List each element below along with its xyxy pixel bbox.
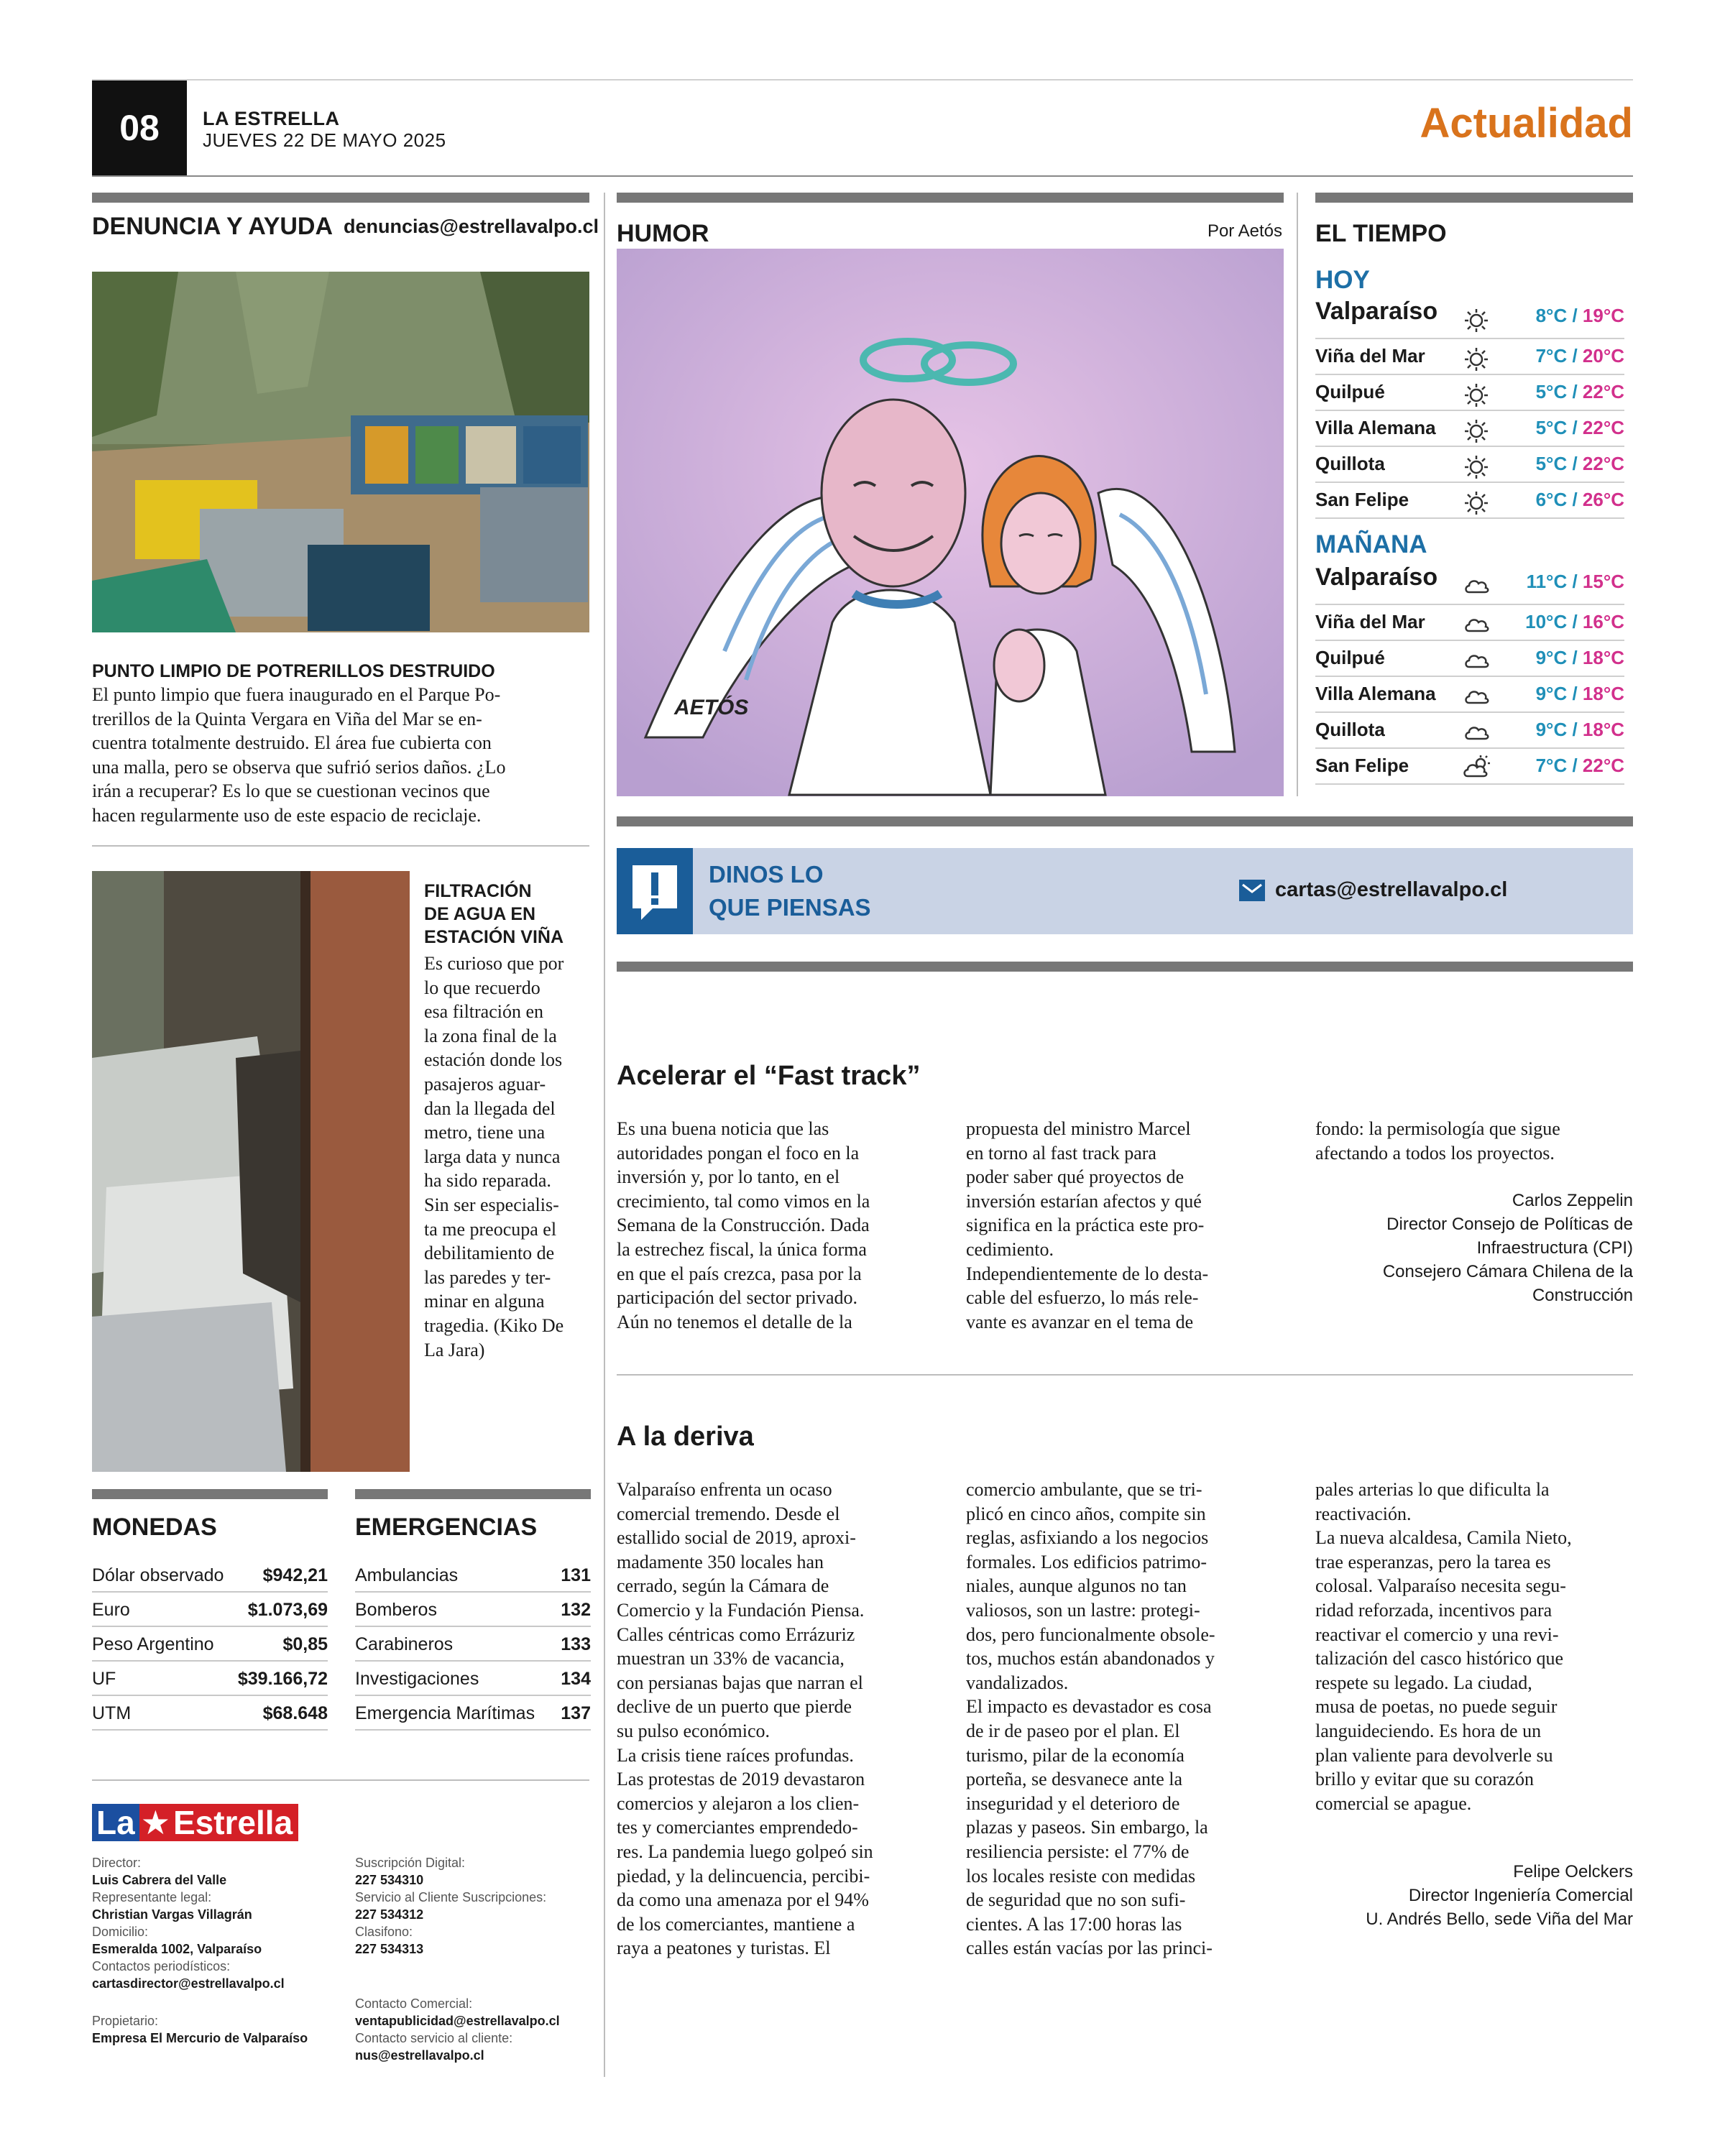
potrerillos-photo [92, 272, 589, 632]
temp-min: 9°C [1535, 683, 1568, 704]
text-line: La Jara) [424, 1339, 485, 1360]
emergencias-top-bar [355, 1489, 591, 1499]
row-value: 131 [561, 1565, 591, 1585]
cloud-icon [1462, 609, 1491, 638]
temp-max: 15°C [1582, 571, 1624, 592]
text-line: metro, tiene una [424, 1122, 546, 1143]
letter2-col2 [966, 1478, 1289, 1961]
credit-label: Propietario: [92, 2014, 159, 2028]
text-line: dos, pero funcionalmente obsole- [966, 1623, 1215, 1645]
text-line: Independientemente de lo desta- [966, 1263, 1209, 1284]
text-line: cerrado, según la Cámara de [617, 1575, 829, 1597]
credit-value: 227 534310 [355, 1873, 424, 1887]
text-line: comercial se apague. [1315, 1792, 1472, 1814]
cartas-email[interactable]: cartas@estrellavalpo.cl [1275, 878, 1508, 901]
text-line: significa en la práctica este pro- [966, 1215, 1205, 1236]
text-line: El impacto es devastador es cosa [966, 1696, 1212, 1718]
weather-temp: 8°C / 19°C [1535, 305, 1624, 326]
weather-row [1315, 677, 1624, 713]
text-line: niales, aunque algunos no tan [966, 1575, 1187, 1597]
text-line: cable del esfuerzo, lo más rele- [966, 1287, 1199, 1309]
text-line: musa de poetas, no puede seguir [1315, 1696, 1558, 1718]
text-line: de seguridad que no son sufi- [966, 1889, 1186, 1911]
text-line: brillo y evitar que su corazón [1315, 1769, 1534, 1790]
credit-label: Contacto Comercial: [355, 1996, 473, 2011]
sun-icon [1462, 415, 1491, 444]
text-line: res. La pandemia luego golpeó sin [617, 1841, 873, 1862]
filtracion-block [424, 880, 591, 1362]
text-line: reglas, asfixiando a los negocios [966, 1527, 1209, 1549]
sun-icon [1462, 379, 1491, 408]
letter2-col1 [617, 1478, 940, 1961]
filtracion-title: FILTRACIÓN [424, 881, 532, 901]
letters-divider [617, 1374, 1633, 1376]
text-line: la estrechez fiscal, la única forma [617, 1238, 867, 1260]
cloud-icon [1462, 645, 1491, 674]
filtracion-text [424, 952, 591, 1362]
dinos-top-bar [617, 816, 1633, 826]
text-line: talización del casco histórico que [1315, 1648, 1564, 1669]
sun-icon [1462, 344, 1491, 372]
weather-row [1315, 713, 1624, 749]
temp-min: 9°C [1535, 647, 1568, 668]
text-line: reactivación. [1315, 1503, 1412, 1524]
credit-value: Esmeralda 1002, Valparaíso [92, 1942, 262, 1956]
text-line: crecimiento, tal como vimos en la [617, 1190, 870, 1212]
letter1-signature [1315, 1189, 1633, 1307]
temp-max: 19°C [1582, 305, 1624, 326]
header-bottom-rule [92, 175, 1633, 177]
credit-label: Servicio al Cliente Suscripciones: [355, 1890, 547, 1904]
text-line: ta me preocupa el [424, 1218, 557, 1240]
row-value: $942,21 [262, 1565, 328, 1585]
text-line: trae esperanzas, pero la tarea es [1315, 1551, 1551, 1572]
text-line: plazas y paseos. Sin embargo, la [966, 1817, 1208, 1838]
text-line: comercios y alejaron a los clien- [617, 1792, 860, 1814]
text-line: larga data y nunca [424, 1146, 561, 1167]
mail-icon [1239, 880, 1265, 901]
weather-row [1315, 375, 1624, 411]
text-line: las paredes y ter- [424, 1266, 551, 1288]
sun-icon [1462, 451, 1491, 480]
weather-temp: 11°C / 15°C [1526, 571, 1624, 592]
text-line: Calles céntricas como Errázuriz [617, 1623, 855, 1645]
credit-value[interactable]: cartasdirector@estrellavalpo.cl [92, 1976, 285, 1991]
text-line: minar en alguna [424, 1291, 545, 1312]
text-line: calles están vacías por las princi- [966, 1938, 1213, 1959]
text-line: La crisis tiene raíces profundas. [617, 1744, 854, 1766]
temp-max: 22°C [1582, 381, 1624, 402]
row-value: 133 [561, 1634, 591, 1654]
weather-city: Viña del Mar [1315, 611, 1425, 632]
table-row [92, 1593, 328, 1627]
partly-cloudy-icon [1462, 753, 1491, 782]
weather-city: Quillota [1315, 719, 1385, 740]
text-line: valiosos, son un lastre: protegi- [966, 1599, 1200, 1621]
row-value: $68.648 [262, 1703, 328, 1723]
dinos-banner [617, 848, 1633, 934]
estrella-logo [92, 1804, 298, 1841]
credit-value[interactable]: ventapublicidad@estrellavalpo.cl [355, 2014, 560, 2028]
weather-temp: 9°C / 18°C [1535, 647, 1624, 668]
weather-city: Quilpué [1315, 381, 1385, 402]
text-line: autoridades pongan el foco en la [617, 1142, 860, 1164]
row-label: Peso Argentino [92, 1634, 214, 1654]
text-line: Las protestas de 2019 devastaron [617, 1769, 865, 1790]
row-value: $1.073,69 [247, 1600, 328, 1620]
text-line: participación del sector privado. [617, 1287, 857, 1309]
letter2-col3 [1315, 1478, 1633, 1815]
weather-temp: 9°C / 18°C [1535, 683, 1624, 704]
weather-today-table [1315, 296, 1624, 519]
temp-min: 7°C [1535, 755, 1568, 776]
weather-tomorrow-label: MAÑANA [1315, 530, 1427, 558]
temp-max: 18°C [1582, 719, 1624, 740]
column-separator [1297, 193, 1298, 796]
text-line: la zona final de la [424, 1025, 557, 1046]
text-line: irán a recuperar? Es lo que se cuestionan vecinos que [92, 780, 490, 802]
temp-max: 22°C [1582, 417, 1624, 438]
table-row [92, 1627, 328, 1662]
letter1-title: Acelerar el “Fast track” [617, 1061, 921, 1091]
row-label: Emergencia Marítimas [355, 1703, 535, 1723]
filtracion-title: ESTACIÓN VIÑA [424, 927, 564, 947]
exclamation-icon [617, 848, 693, 934]
text-line: comercio ambulante, que se tri- [966, 1479, 1202, 1500]
table-row [92, 1558, 328, 1593]
text-line: lo que recuerdo [424, 977, 540, 998]
signature-line: Construcción [1532, 1286, 1633, 1305]
emergencias-heading: EMERGENCIAS [355, 1514, 538, 1541]
dinos-title [709, 858, 871, 924]
weather-row [1315, 447, 1624, 483]
letters-top-bar [617, 962, 1633, 972]
letter2-signature [1315, 1860, 1633, 1931]
temp-min: 5°C [1535, 453, 1568, 474]
text-line: trerillos de la Quinta Vergara en Viña del Mar se en- [92, 708, 482, 729]
text-line: resiliencia persiste: el 77% de [966, 1841, 1190, 1862]
table-row [355, 1662, 591, 1696]
cloud-icon [1462, 571, 1491, 599]
text-line: plan valiente para devolverle su [1315, 1744, 1553, 1766]
weather-row [1315, 562, 1624, 605]
text-line: inversión y, por lo tanto, en el [617, 1166, 840, 1188]
weather-city: Villa Alemana [1315, 683, 1436, 704]
text-line: raya a peatones y turistas. El [617, 1938, 831, 1959]
row-label: Ambulancias [355, 1565, 459, 1585]
text-line: respete su legado. La ciudad, [1315, 1672, 1532, 1693]
temp-max: 18°C [1582, 647, 1624, 668]
text-line: dan la llegada del [424, 1097, 556, 1119]
text-line: fondo: la permisología que sigue [1315, 1118, 1560, 1139]
text-line: porteña, se desvanece ante la [966, 1769, 1183, 1790]
newspaper-name: LA ESTRELLA [203, 108, 340, 129]
text-line: de ir de paseo por el plan. El [966, 1720, 1180, 1741]
cloud-icon [1462, 717, 1491, 746]
signature-line: Felipe Oelckers [1513, 1862, 1633, 1881]
weather-temp: 5°C / 22°C [1535, 381, 1624, 402]
weather-city: Quilpué [1315, 647, 1385, 668]
weather-city: Valparaíso [1315, 298, 1438, 325]
row-value: 132 [561, 1600, 591, 1620]
text-line: vante es avanzar en el tema de [966, 1311, 1194, 1332]
denuncia-top-bar [92, 193, 589, 203]
text-line: declive de un puerto que pierde [617, 1696, 852, 1718]
table-row [355, 1627, 591, 1662]
weather-temp: 10°C / 16°C [1525, 611, 1624, 632]
text-line: cuentra totalmente destruido. El área fue cubierta con [92, 732, 492, 754]
text-line: los locales resiste con medidas [966, 1865, 1196, 1886]
credit-label: Clasifono: [355, 1925, 413, 1939]
credit-value: 227 534313 [355, 1942, 424, 1956]
column-separator [604, 193, 605, 2077]
weather-heading: EL TIEMPO [1315, 220, 1447, 247]
signature-line: Director Ingeniería Comercial [1408, 1886, 1633, 1905]
text-line: pasajeros aguar- [424, 1073, 546, 1095]
denuncia-heading: DENUNCIA Y AYUDA [92, 213, 334, 240]
text-line: languideciendo. Es hora de un [1315, 1720, 1542, 1741]
row-label: Bomberos [355, 1600, 437, 1620]
text-line: afectando a todos los proyectos. [1315, 1142, 1555, 1164]
star-icon: ★ [140, 1804, 170, 1841]
credit-label: Contacto servicio al cliente: [355, 2031, 513, 2045]
weather-top-bar [1315, 193, 1633, 203]
text-line: cientes. A las 17:00 horas las [966, 1913, 1182, 1935]
temp-max: 16°C [1582, 611, 1624, 632]
temp-min: 5°C [1535, 417, 1568, 438]
weather-tomorrow-table [1315, 562, 1624, 785]
text-line: plicó en cinco años, compite sin [966, 1503, 1206, 1524]
weather-temp: 5°C / 22°C [1535, 417, 1624, 438]
row-label: UF [92, 1669, 116, 1689]
credit-label: Contactos periodísticos: [92, 1959, 231, 1973]
credit-value: Christian Vargas Villagrán [92, 1907, 252, 1922]
row-value: 137 [561, 1703, 591, 1723]
text-line: turismo, pilar de la economía [966, 1744, 1184, 1766]
text-line: Valparaíso enfrenta un ocaso [617, 1479, 832, 1500]
weather-row [1315, 605, 1624, 641]
text-line: madamente 350 locales han [617, 1551, 824, 1572]
text-line: vandalizados. [966, 1672, 1069, 1693]
temp-max: 20°C [1582, 345, 1624, 367]
text-line: estación donde los [424, 1049, 563, 1071]
temp-min: 9°C [1535, 719, 1568, 740]
text-line: muestran un 33% de vacancia, [617, 1648, 845, 1669]
logo-part: Estrella [172, 1804, 298, 1841]
signature-line: Consejero Cámara Chilena de la [1382, 1262, 1633, 1281]
letter1-col1 [617, 1117, 940, 1334]
text-line: ha sido reparada. [424, 1170, 551, 1192]
credits-left [92, 1854, 329, 2047]
table-row [355, 1696, 591, 1731]
text-line: Es curioso que por [424, 953, 564, 974]
weather-temp: 5°C / 22°C [1535, 453, 1624, 474]
dinos-title-line: DINOS LO [709, 861, 824, 888]
row-label: Dólar observado [92, 1565, 224, 1585]
temp-min: 5°C [1535, 381, 1568, 402]
row-label: Investigaciones [355, 1669, 479, 1689]
text-line: reactivar el comercio y una revi- [1315, 1623, 1559, 1645]
text-line: colosal. Valparaíso necesita segu- [1315, 1575, 1566, 1597]
text-line: estallido social de 2019, aproxi- [617, 1527, 856, 1549]
row-value: $39.166,72 [237, 1669, 328, 1689]
credits-divider [92, 1779, 589, 1781]
credit-label: Director: [92, 1856, 142, 1870]
weather-temp: 6°C / 26°C [1535, 489, 1624, 510]
weather-row [1315, 483, 1624, 519]
text-line: con persianas bajas que narran el [617, 1672, 863, 1693]
cloud-icon [1462, 681, 1491, 710]
row-value: $0,85 [282, 1634, 328, 1654]
text-line: esa filtración en [424, 1001, 544, 1023]
weather-today-label: HOY [1315, 266, 1370, 294]
humor-top-bar [617, 193, 1284, 203]
text-line: una malla, pero se observa que sufrió serios daños. ¿Lo [92, 756, 506, 778]
weather-temp: 7°C / 20°C [1535, 345, 1624, 367]
filtracion-title: DE AGUA EN [424, 904, 536, 924]
filtracion-photo [92, 871, 410, 1472]
credit-label: Domicilio: [92, 1925, 149, 1939]
sun-icon [1462, 305, 1491, 333]
row-value: 134 [561, 1669, 591, 1689]
text-line: inversión estarían afectos y qué [966, 1190, 1202, 1212]
text-line: comercial tremendo. Desde el [617, 1503, 840, 1524]
text-line: Es una buena noticia que las [617, 1118, 829, 1139]
text-line: inseguridad y el deterioro de [966, 1792, 1180, 1814]
monedas-heading: MONEDAS [92, 1514, 217, 1541]
temp-max: 26°C [1582, 489, 1624, 510]
signature-line: U. Andrés Bello, sede Viña del Mar [1366, 1909, 1633, 1929]
text-line: debilitamiento de [424, 1243, 555, 1264]
sun-icon [1462, 487, 1491, 516]
credits-right [355, 1854, 592, 2064]
row-label: Carabineros [355, 1634, 454, 1654]
weather-city: Villa Alemana [1315, 417, 1436, 438]
header-top-rule [92, 79, 1633, 80]
temp-min: 8°C [1535, 305, 1568, 326]
credit-label: Representante legal: [92, 1890, 212, 1904]
humor-heading: HUMOR [617, 220, 709, 247]
issue-date: JUEVES 22 DE MAYO 2025 [203, 129, 446, 151]
credit-value: Empresa El Mercurio de Valparaíso [92, 2031, 308, 2045]
potrerillos-text [92, 683, 589, 828]
table-row [92, 1696, 328, 1731]
temp-min: 7°C [1535, 345, 1568, 367]
letter1-col2 [966, 1117, 1289, 1334]
temp-min: 11°C [1526, 571, 1568, 592]
text-line: hacen regularmente uso de este espacio de reciclaje. [92, 804, 482, 826]
weather-temp: 7°C / 22°C [1535, 755, 1624, 776]
temp-max: 22°C [1582, 755, 1624, 776]
credit-value: 227 534312 [355, 1907, 424, 1922]
signature-line: Carlos Zeppelin [1512, 1191, 1633, 1210]
text-line: formales. Los edificios patrimo- [966, 1551, 1208, 1572]
text-line: tos, muchos están abandonados y [966, 1648, 1215, 1669]
dinos-title-line: QUE PIENSAS [709, 894, 871, 921]
text-line: da como una amenaza por el 94% [617, 1889, 869, 1911]
humor-credit: Por Aetós [1207, 221, 1282, 241]
page-number: 08 [92, 80, 187, 175]
weather-city: San Felipe [1315, 489, 1409, 510]
text-line: piedad, y la delincuencia, percibi- [617, 1865, 870, 1886]
signature-line: Infraestructura (CPI) [1476, 1238, 1633, 1258]
weather-row [1315, 749, 1624, 785]
text-line: en que el país crezca, pasa por la [617, 1263, 862, 1284]
text-line: Aún no tenemos el detalle de la [617, 1311, 852, 1332]
weather-row [1315, 641, 1624, 677]
signature-line: Director Consejo de Políticas de [1386, 1215, 1633, 1234]
weather-row [1315, 339, 1624, 375]
weather-city: Valparaíso [1315, 563, 1438, 591]
weather-row [1315, 296, 1624, 339]
weather-temp: 9°C / 18°C [1535, 719, 1624, 740]
letter1-col3 [1315, 1117, 1633, 1165]
weather-city: Quillota [1315, 453, 1385, 474]
table-row [355, 1593, 591, 1627]
text-line: cedimiento. [966, 1238, 1054, 1260]
potrerillos-title: PUNTO LIMPIO DE POTRERILLOS DESTRUIDO [92, 661, 495, 681]
temp-min: 10°C [1525, 611, 1568, 632]
text-line: Sin ser especialis- [424, 1194, 559, 1215]
text-line: propuesta del ministro Marcel [966, 1118, 1191, 1139]
denuncia-divider [92, 845, 589, 847]
weather-city: San Felipe [1315, 755, 1409, 776]
credit-label: Suscripción Digital: [355, 1856, 466, 1870]
text-line: tes y comerciantes emprendedo- [617, 1817, 858, 1838]
text-line: ridad reforzada, incentivos para [1315, 1599, 1552, 1621]
text-line: pales arterias lo que dificulta la [1315, 1479, 1550, 1500]
row-label: UTM [92, 1703, 132, 1723]
table-row [355, 1558, 591, 1593]
text-line: tragedia. (Kiko De [424, 1314, 564, 1336]
credit-value: Luis Cabrera del Valle [92, 1873, 227, 1887]
letter2-title: A la deriva [617, 1422, 754, 1452]
logo-part: La [92, 1804, 139, 1841]
text-line: poder saber qué proyectos de [966, 1166, 1184, 1188]
row-label: Euro [92, 1600, 130, 1620]
text-line: El punto limpio que fuera inaugurado en el Parque Po- [92, 684, 501, 705]
section-title: Actualidad [1420, 100, 1633, 147]
monedas-top-bar [92, 1489, 328, 1499]
humor-cartoon [617, 249, 1284, 796]
temp-min: 6°C [1535, 489, 1568, 510]
text-line: La nueva alcaldesa, Camila Nieto, [1315, 1527, 1572, 1549]
text-line: Semana de la Construcción. Dada [617, 1215, 870, 1236]
text-line: de los comerciantes, mantiene a [617, 1913, 855, 1935]
weather-city: Viña del Mar [1315, 345, 1425, 367]
text-line: Comercio y la Fundación Piensa. [617, 1599, 865, 1621]
table-row [92, 1662, 328, 1696]
cartoon-signature: AETÓS [674, 696, 749, 719]
weather-row [1315, 411, 1624, 447]
temp-max: 18°C [1582, 683, 1624, 704]
credit-value[interactable]: nus@estrellavalpo.cl [355, 2048, 484, 2063]
denuncia-email[interactable]: denuncias@estrellavalpo.cl [344, 216, 599, 237]
temp-max: 22°C [1582, 453, 1624, 474]
text-line: su pulso económico. [617, 1720, 770, 1741]
text-line: en torno al fast track para [966, 1142, 1156, 1164]
